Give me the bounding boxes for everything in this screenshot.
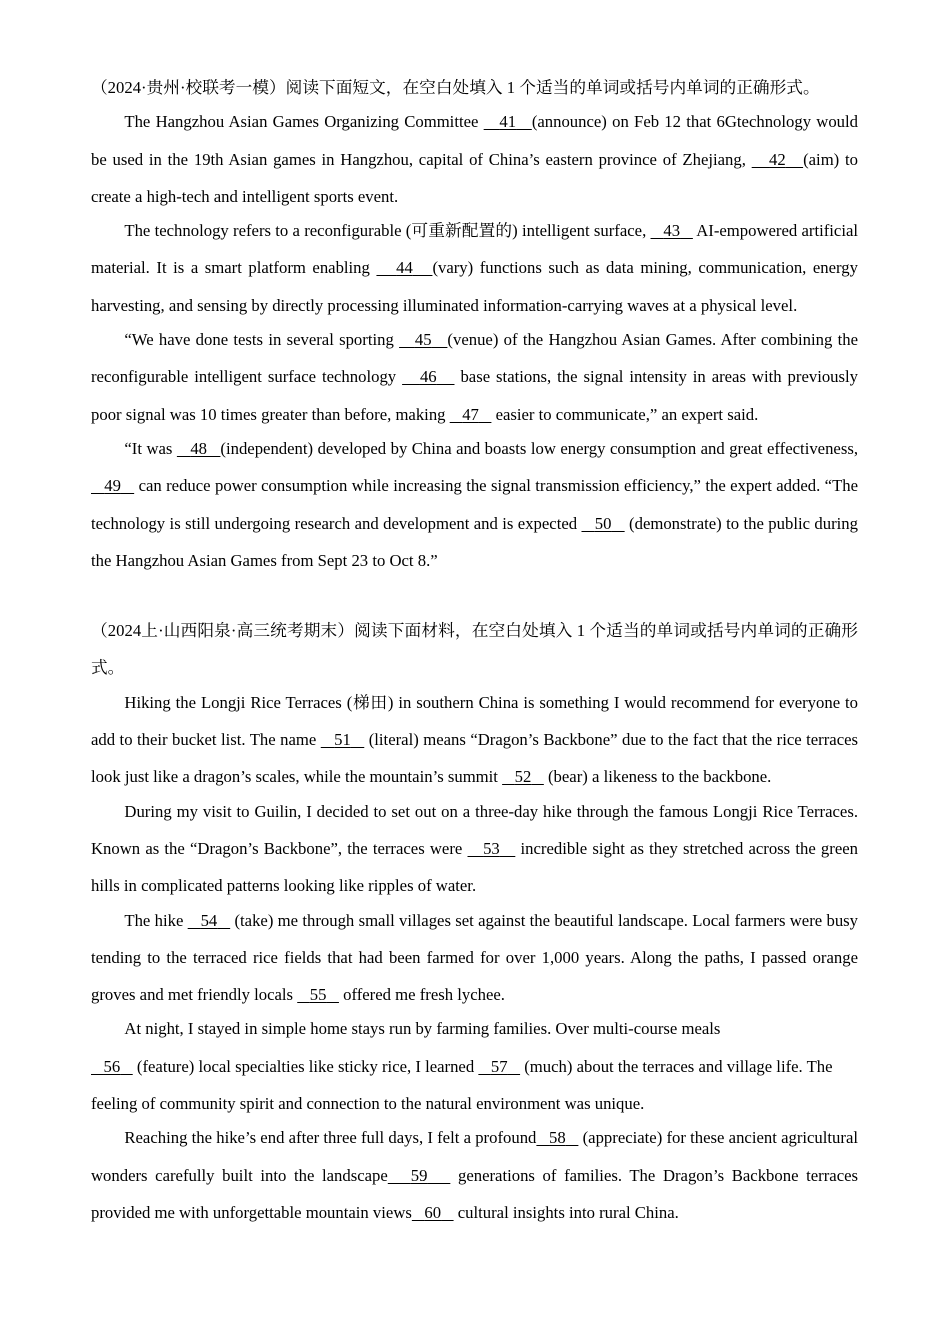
blank-56: 56 [103, 1056, 121, 1076]
blank-60: 60 [424, 1202, 442, 1222]
text-segment: Hiking the Longji Rice Terraces (梯田) in southern China is something I would recommend for everyone to add to their bucket list. The name [91, 692, 858, 750]
passage-2 [91, 612, 858, 1231]
paragraph [91, 684, 858, 796]
text-segment: (aim) to create a high-tech and intelligent sports event. [91, 149, 858, 206]
text-segment: base stations, the signal intensity in areas with previously poor signal was 10 times greater than before, making [91, 367, 858, 424]
blank-49: 49 [104, 476, 121, 496]
paragraph [91, 321, 858, 433]
text-segment: (independent) developed by China and boasts low energy consumption and great effectiveness, [220, 438, 858, 458]
paragraph [91, 1010, 858, 1122]
paragraph [91, 212, 858, 324]
paragraph [91, 103, 858, 215]
blank-52: 52 [514, 767, 532, 787]
text-segment: (venue) of the Hangzhou Asian Games. After combining the reconfigurable intelligent surface technology [91, 330, 859, 387]
instruction: （2024·贵州·校联考一模）阅读下面短文，在空白处填入 1 个适当的单词或括号内单词的正确形式。 [91, 78, 820, 97]
paragraph [91, 430, 858, 579]
text-segment: During my visit to Guilin, I decided to set out on a three-day hike through the famous Longji Rice Terraces. Known as the “Dragon’s Backbone”, the terraces were [91, 801, 858, 858]
text-segment: (bear) a likeness to the backbone. [543, 767, 772, 787]
blank-48: 48 [190, 438, 207, 458]
text-segment: (literal) means “Dragon’s Backbone” due to the fact that the rice terraces look just like a dragon’s scales, while the mountain’s summit [91, 730, 859, 787]
text-segment: cultural insights into rural China. [453, 1202, 679, 1222]
blank-42: 42 [769, 149, 786, 169]
text-segment: offered me fresh lychee. [338, 985, 505, 1005]
text-segment: can reduce power consumption while increasing the signal transmission efficiency,” the expert added. “The technology is still undergoing research and development and is expected [91, 476, 859, 533]
text-segment: (much) about the terraces and village life. The feeling of community spirit and connection to the natural environment was unique. [91, 1056, 833, 1114]
blank-54: 54 [200, 910, 218, 930]
text-segment: “It was [124, 438, 177, 458]
text-segment: (vary) functions such as data mining, communication, energy harvesting, and sensing by directly processing illuminated information-carrying waves at a physical level. [91, 258, 858, 315]
blank-59: 59 [410, 1165, 428, 1185]
text-segment: “We have done tests in several sporting [124, 330, 400, 350]
blank-41: 41 [499, 112, 517, 132]
text-segment: The Hangzhou Asian Games Organizing Committee [124, 112, 484, 132]
text-segment: easier to communicate,” an expert said. [491, 404, 759, 424]
blank-53: 53 [483, 838, 500, 858]
blank-55: 55 [309, 985, 327, 1005]
blank-58: 58 [549, 1128, 566, 1148]
document [91, 69, 858, 1231]
text-segment: (announce) on Feb 12 that 6Gtechnology would be used in the 19th Asian games in Hangzhou, capital of China’s eastern province of Zhejiang, [91, 112, 859, 169]
passage-1 [91, 69, 858, 579]
text-segment: (take) me through small villages set against the beautiful landscape. Local farmers were busy tending to the terraced rice fields that had been farmed for over 1,000 years. Along the paths, I passed orange groves and met friendly locals [91, 910, 858, 1005]
blank-51: 51 [334, 730, 351, 750]
text-segment: (appreciate) for these ancient agricultural wonders carefully built into the landscape [91, 1128, 858, 1185]
text-segment: The technology refers to a reconfigurable (可重新配置的) intelligent surface, [124, 221, 651, 241]
text-segment: generations of families. The Dragon’s Backbone terraces provided me with unforgettable mountain views [91, 1165, 859, 1222]
text-segment: (demonstrate) to the public during the Hangzhou Asian Games from Sept 23 to Oct 8.” [91, 513, 858, 570]
passage-body [91, 684, 858, 1231]
blank-57: 57 [490, 1056, 508, 1076]
blank-47: 47 [462, 404, 479, 424]
text-segment: The hike [124, 910, 188, 930]
blank-43: 43 [663, 221, 681, 241]
text-segment: Reaching the hike’s end after three full days, I felt a profound [124, 1128, 537, 1148]
text-segment: At night, I stayed in simple home stays run by farming families. Over multi-course meals [124, 1019, 721, 1039]
blank-45: 45 [414, 330, 432, 350]
paragraph [91, 902, 858, 1014]
blank-50: 50 [594, 513, 612, 533]
text-segment: AI-empowered artificial material. It is a smart platform enabling [91, 221, 859, 278]
text-segment: incredible sight as they stretched across the green hills in complicated patterns looking like ripples of water. [91, 838, 858, 896]
paragraph [91, 793, 858, 905]
blank-44: 44 [396, 258, 413, 278]
blank-46: 46 [419, 367, 437, 387]
instruction: （2024上·山西阳泉·高三统考期末）阅读下面材料，在空白处填入 1 个适当的单词或括号内单词的正确形式。 [91, 621, 858, 678]
passage-body [91, 103, 858, 579]
paragraph [91, 1119, 858, 1231]
text-segment: (feature) local specialties like sticky rice, I learned [132, 1056, 479, 1076]
